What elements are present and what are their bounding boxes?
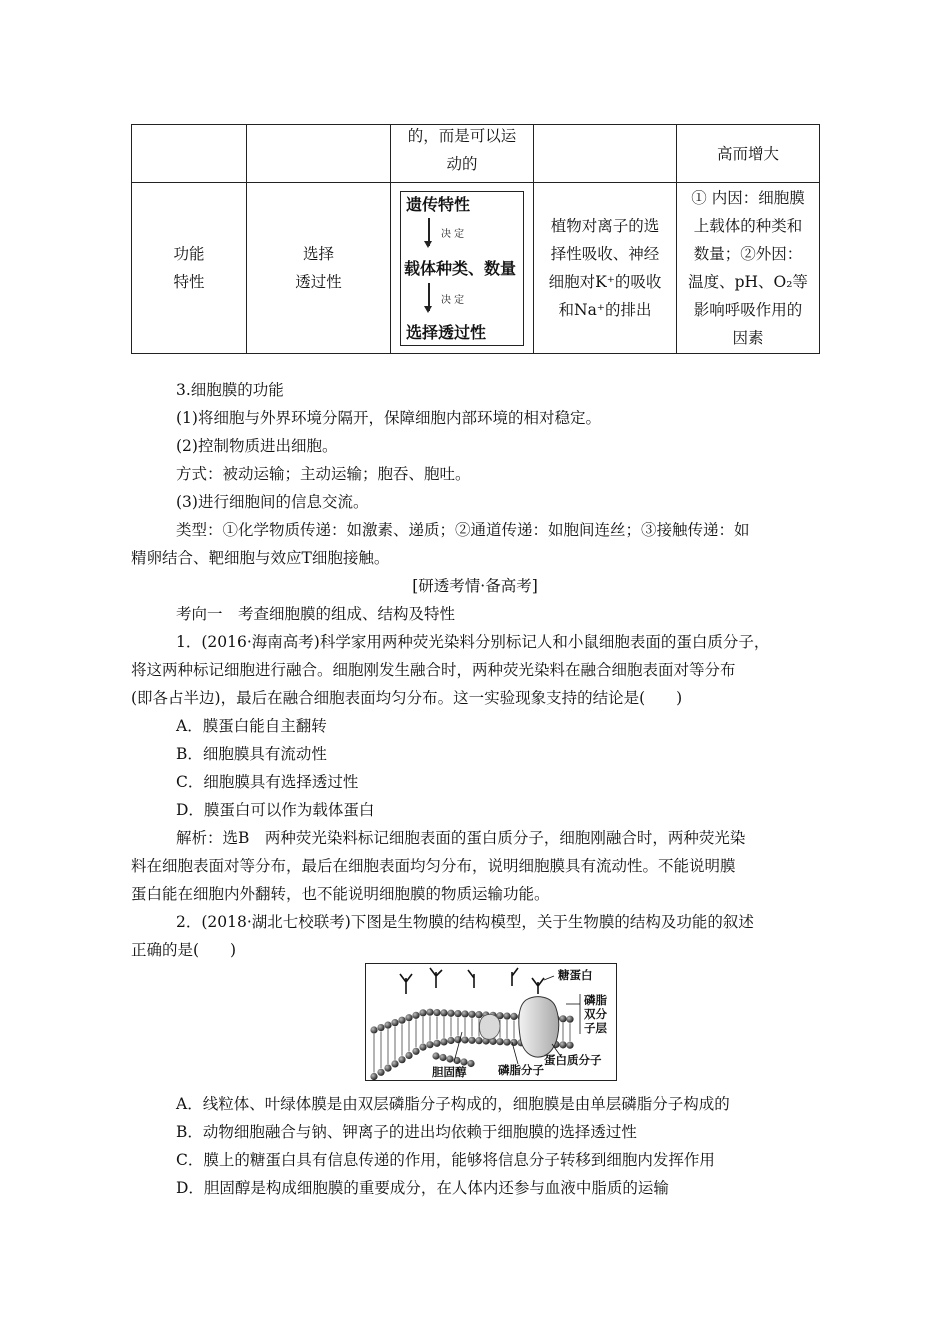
question-line: 1．(2016·海南高考)科学家用两种荧光染料分别标记人和小鼠细胞表面的蛋白质分子， <box>176 633 770 651</box>
option-d: D．胆固醇是构成细胞膜的重要成分，在人体内还参与血液中脂质的运输 <box>176 1179 669 1197</box>
down-arrow-icon <box>428 218 430 246</box>
phospholipid-head <box>419 1044 426 1051</box>
phospholipid-head <box>377 1069 384 1076</box>
phospholipid-head <box>566 1042 573 1049</box>
option-b: B．动物细胞融合与钠、钾离子的进出均依赖于细胞膜的选择透过性 <box>176 1123 637 1141</box>
paragraph-line: 精卵结合、靶细胞与效应T细胞接触。 <box>131 549 390 567</box>
section-title: 3.细胞膜的功能 <box>176 381 284 399</box>
option-c: C．细胞膜具有选择透过性 <box>176 773 359 791</box>
cell-line: 因素 <box>732 329 764 347</box>
cell-line: 影响呼吸作用的 <box>693 301 803 319</box>
option-b: B．细胞膜具有流动性 <box>176 745 327 763</box>
determination-flow-box <box>400 191 524 346</box>
phospholipid-head <box>398 1056 405 1063</box>
phospholipid-head <box>454 1010 461 1017</box>
table-cell-selective-label <box>247 183 391 354</box>
phospholipid-head <box>468 1037 475 1044</box>
flow-selective: 选择透过性 <box>406 322 487 342</box>
table-cell-flow <box>391 183 534 354</box>
table-cell <box>391 125 534 183</box>
cell-line: 和Na⁺的排出 <box>558 301 652 319</box>
membrane-model-figure <box>365 963 617 1081</box>
phospholipid-head <box>461 1010 468 1017</box>
cell-line: 透过性 <box>295 273 342 291</box>
phospholipid-head <box>426 1009 433 1016</box>
phospholipid-head <box>370 1026 377 1033</box>
phospholipid-head <box>391 1019 398 1026</box>
table-cell <box>132 125 247 183</box>
membrane-properties-table <box>131 124 820 354</box>
table-cell <box>677 125 820 183</box>
phospholipid-head <box>447 1037 454 1044</box>
phospholipid-head <box>446 1055 453 1062</box>
paragraph-line: 方式：被动运输；主动运输；胞吞、胞吐。 <box>176 465 471 483</box>
cell-line: 温度、pH、O₂等 <box>688 273 808 291</box>
phospholipid-head <box>405 1052 412 1059</box>
phospholipid-head <box>510 1013 517 1020</box>
label-bilayer-2: 双分 <box>584 1007 607 1021</box>
phospholipid-head <box>475 1011 482 1018</box>
answer-line: 料在细胞表面对等分布，最后在细胞表面均匀分布，说明细胞膜具有流动性。不能说明膜 <box>131 857 736 875</box>
direction-heading: 考向一 考查细胞膜的组成、结构及特性 <box>176 605 456 623</box>
phospholipid-head <box>412 1048 419 1055</box>
phospholipid-head <box>412 1012 419 1019</box>
cell-line: 数量；②外因： <box>693 245 803 263</box>
flow-arrow-label: 决 定 <box>441 228 465 240</box>
phospholipid-head <box>447 1010 454 1017</box>
table-cell <box>534 125 677 183</box>
cell-line: 的，而是可以运 <box>407 126 517 145</box>
paragraph-line: 类型：①化学物质传递：如激素、递质；②通道传递：如胞间连丝；③接触传递：如 <box>176 521 750 539</box>
label-protein: 蛋白质分子 <box>544 1053 602 1067</box>
table-cell-examples <box>534 183 677 354</box>
phospholipid-head <box>405 1014 412 1021</box>
protein-molecule <box>480 1014 501 1039</box>
phospholipid-head <box>384 1065 391 1072</box>
cell-line: 细胞对K⁺的吸收 <box>548 273 662 291</box>
phospholipid-head <box>433 1009 440 1016</box>
cell-line: 选择 <box>302 245 334 263</box>
cell-line: 功能 <box>173 245 205 263</box>
phospholipid-head <box>440 1009 447 1016</box>
table-cell <box>247 125 391 183</box>
protein-molecule <box>519 997 559 1057</box>
phospholipid-head <box>559 1041 566 1048</box>
cell-line: 动的 <box>446 154 478 173</box>
down-arrow-icon <box>428 283 430 311</box>
phospholipid-head <box>370 1073 377 1080</box>
phospholipid-head <box>391 1060 398 1067</box>
phospholipid-head <box>384 1022 391 1029</box>
phospholipid-head <box>496 1038 503 1045</box>
membrane-details <box>400 968 580 1064</box>
table-cell-function-label <box>132 183 247 354</box>
flow-genetic: 遗传特性 <box>406 194 471 214</box>
label-bilayer-1: 磷脂 <box>584 993 607 1007</box>
table-row <box>132 125 820 183</box>
phospholipid-head <box>432 1052 439 1059</box>
phospholipid-head <box>475 1037 482 1044</box>
paragraph-line: (3)进行细胞间的信息交流。 <box>176 493 369 511</box>
section-header: [研透考情·备高考] <box>412 577 538 595</box>
option-a: A．膜蛋白能自主翻转 <box>176 717 327 735</box>
phospholipid-head <box>440 1038 447 1045</box>
cell-text: 高而增大 <box>716 144 779 163</box>
phospholipid-head <box>433 1040 440 1047</box>
label-bilayer-3: 子层 <box>584 1021 607 1035</box>
cell-line: 择性吸收、神经 <box>550 245 660 263</box>
phospholipid-head <box>461 1036 468 1043</box>
cell-line: 植物对离子的选 <box>550 217 660 235</box>
flow-carrier: 载体种类、数量 <box>404 258 517 278</box>
table-row <box>132 183 820 354</box>
question-line: 将这两种标记细胞进行融合。细胞刚发生融合时，两种荧光染料在融合细胞表面对等分布 <box>131 661 736 679</box>
answer-line: 蛋白能在细胞内外翻转，也不能说明细胞膜的物质运输功能。 <box>131 885 550 903</box>
phospholipid-head <box>559 1015 566 1022</box>
phospholipid-head <box>377 1024 384 1031</box>
phospholipid-head <box>426 1041 433 1048</box>
phospholipid-head <box>510 1039 517 1046</box>
phospholipid-head <box>503 1038 510 1045</box>
question-line: 正确的是( ) <box>131 941 237 959</box>
cell-line: ① 内因：细胞膜 <box>691 189 805 207</box>
question-line: (即各占半边)，最后在融合细胞表面均匀分布。这一实验现象支持的结论是( ) <box>131 689 683 707</box>
option-d: D．膜蛋白可以作为载体蛋白 <box>176 801 375 819</box>
option-c: C．膜上的糖蛋白具有信息传递的作用，能够将信息分子转移到细胞内发挥作用 <box>176 1151 715 1169</box>
question-line: 2．(2018·湖北七校联考)下图是生物膜的结构模型，关于生物膜的结构及功能的叙述 <box>176 913 754 931</box>
option-a: A．线粒体、叶绿体膜是由双层磷脂分子构成的，细胞膜是由单层磷脂分子构成的 <box>176 1095 730 1113</box>
cell-line: 上载体的种类和 <box>693 217 803 235</box>
paragraph-line: (1)将细胞与外界环境分隔开，保障细胞内部环境的相对稳定。 <box>176 409 601 427</box>
phospholipid-head <box>398 1017 405 1024</box>
phospholipid-head <box>439 1054 446 1061</box>
table-cell-factors <box>677 183 820 354</box>
phospholipid-head <box>419 1009 426 1016</box>
glycoprotein-chains <box>400 968 544 994</box>
paragraph-line: (2)控制物质进出细胞。 <box>176 437 338 455</box>
flow-arrow-label: 决 定 <box>441 294 465 306</box>
answer-line: 解析：选B 两种荧光染料标记细胞表面的蛋白质分子，细胞刚融合时，两种荧光染 <box>176 829 746 847</box>
label-cholesterol: 胆固醇 <box>432 1065 467 1079</box>
phospholipid-head <box>566 1016 573 1023</box>
phospholipid-head <box>503 1012 510 1019</box>
label-phospholipid: 磷脂分子 <box>498 1063 544 1077</box>
cell-line: 特性 <box>173 273 205 291</box>
label-glycoprotein: 糖蛋白 <box>558 968 593 982</box>
phospholipid-head <box>467 1060 474 1067</box>
phospholipid-head <box>468 1011 475 1018</box>
